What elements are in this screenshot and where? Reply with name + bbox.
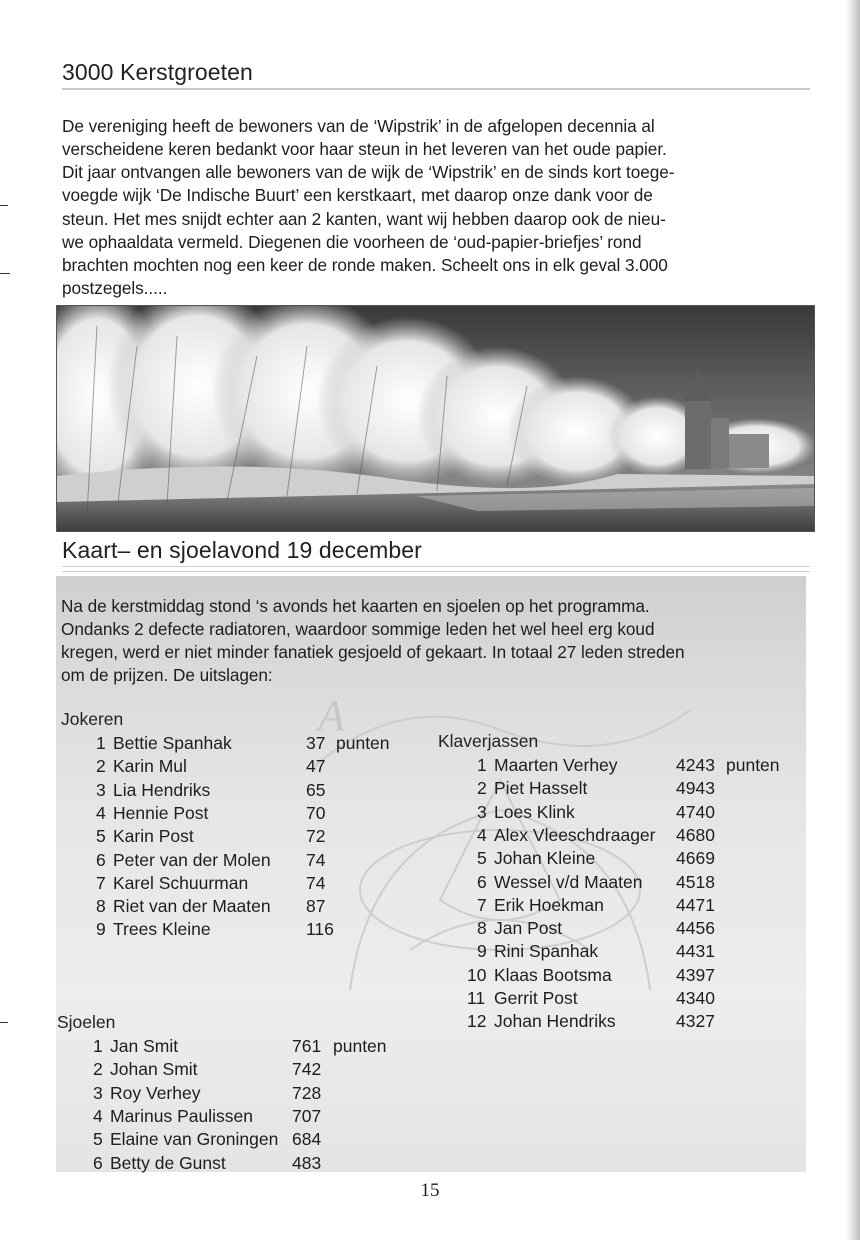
result-row xyxy=(96,825,416,849)
result-score: 728 xyxy=(292,1082,322,1103)
result-rank: 6 xyxy=(96,849,106,870)
result-score: 65 xyxy=(306,779,326,800)
result-score: 4680 xyxy=(676,824,715,845)
body-line: Na de kerstmiddag stond ‘s avonds het kaarten en sjoelen op het programma. xyxy=(61,596,650,616)
result-unit: punten xyxy=(333,1036,387,1056)
card-letter: A xyxy=(318,691,345,740)
result-name: Marinus Paulissen xyxy=(110,1105,253,1126)
body-line: verscheidene keren bedankt voor haar steun in het leveren van het oude papier. xyxy=(62,139,667,159)
result-rank: 4 xyxy=(93,1105,103,1126)
result-row xyxy=(477,871,797,895)
result-row xyxy=(477,894,797,918)
result-rank: 6 xyxy=(93,1152,103,1173)
result-name: Rini Spanhak xyxy=(494,941,599,962)
result-score: 684 xyxy=(292,1129,322,1150)
result-row xyxy=(96,895,416,919)
result-name: Piet Hasselt xyxy=(494,778,588,799)
result-rank: 2 xyxy=(96,756,106,777)
title-rule xyxy=(62,571,810,572)
result-row xyxy=(93,1035,403,1059)
result-row xyxy=(477,917,797,941)
result-rank: 3 xyxy=(93,1082,103,1103)
result-row xyxy=(96,732,416,756)
result-rank: 4 xyxy=(477,824,487,845)
result-unit: punten xyxy=(726,755,780,775)
article-title-kerstgroeten: 3000 Kerstgroeten xyxy=(62,59,253,85)
result-rank: 1 xyxy=(93,1036,103,1056)
result-rank: 3 xyxy=(96,779,106,800)
result-name: Bettie Spanhak xyxy=(113,733,232,753)
result-name: Karin Post xyxy=(113,826,194,847)
result-row xyxy=(93,1082,403,1106)
result-row xyxy=(93,1058,403,1082)
result-row xyxy=(96,779,416,803)
result-name: Wessel v/d Maaten xyxy=(494,871,643,892)
body-line: steun. Het mes snijdt echter aan 2 kanten, want wij hebben daarop ook de nieu- xyxy=(62,209,666,229)
result-name: Trees Kleine xyxy=(113,919,211,940)
result-rank: 9 xyxy=(96,919,106,940)
result-rank: 12 xyxy=(467,1011,487,1032)
result-row xyxy=(477,824,797,848)
result-rank: 9 xyxy=(477,941,487,962)
result-rank: 7 xyxy=(96,872,106,893)
result-score: 74 xyxy=(306,872,326,893)
result-score: 4943 xyxy=(676,778,715,799)
result-score: 87 xyxy=(306,896,326,917)
result-rank: 10 xyxy=(467,964,487,985)
result-row xyxy=(467,987,797,1011)
result-rank: 6 xyxy=(477,871,487,892)
result-score: 72 xyxy=(306,826,326,847)
result-unit: punten xyxy=(336,733,390,753)
margin-mark xyxy=(0,205,8,206)
body-line: Dit jaar ontvangen alle bewoners van de wijk de ‘Wipstrik’ en de sinds kort toege- xyxy=(62,162,675,182)
result-score: 70 xyxy=(306,802,326,823)
result-rank: 8 xyxy=(477,918,487,939)
result-name: Lia Hendriks xyxy=(113,779,211,800)
result-name: Jan Post xyxy=(494,918,563,939)
result-rank: 11 xyxy=(467,988,486,1008)
result-row xyxy=(96,918,416,942)
result-name: Karel Schuurman xyxy=(113,872,249,893)
winter-landscape-photo xyxy=(56,305,815,532)
margin-mark xyxy=(0,273,10,274)
result-row xyxy=(477,847,797,871)
result-name: Peter van der Molen xyxy=(113,849,271,870)
result-score: 4740 xyxy=(676,801,715,822)
result-rank: 5 xyxy=(96,826,106,847)
result-rank: 1 xyxy=(477,755,487,775)
section-label-klaverjassen: Klaverjassen xyxy=(438,731,539,751)
section-label-jokeren: Jokeren xyxy=(61,709,124,729)
result-row xyxy=(477,754,797,778)
margin-mark xyxy=(0,1022,8,1023)
result-name: Alex Vleeschdraager xyxy=(494,824,656,845)
result-name: Gerrit Post xyxy=(494,988,578,1008)
result-rank: 5 xyxy=(477,848,487,869)
result-row xyxy=(477,777,797,801)
result-row xyxy=(467,964,797,988)
result-score: 483 xyxy=(292,1152,322,1173)
title-rule xyxy=(62,88,810,90)
section-label-sjoelen: Sjoelen xyxy=(57,1012,116,1032)
result-name: Johan Hendriks xyxy=(494,1011,616,1032)
result-rank: 1 xyxy=(96,733,106,753)
result-row xyxy=(96,872,416,896)
result-row xyxy=(477,801,797,825)
result-score: 4456 xyxy=(676,918,715,939)
body-line: we ophaaldata vermeld. Diegenen die voorheen de ‘oud-papier-briefjes’ rond xyxy=(62,232,642,252)
result-rank: 7 xyxy=(477,894,487,915)
result-score: 4471 xyxy=(676,894,715,915)
result-score: 707 xyxy=(292,1105,322,1126)
result-score: 4327 xyxy=(676,1011,715,1032)
result-name: Betty de Gunst xyxy=(110,1152,226,1173)
result-row xyxy=(93,1128,403,1152)
result-row xyxy=(93,1105,403,1129)
result-name: Klaas Bootsma xyxy=(494,964,612,985)
title-rule xyxy=(62,566,810,567)
body-line: De vereniging heeft de bewoners van de ‘Wipstrik’ in de afgelopen decennia al xyxy=(62,116,655,136)
result-row xyxy=(96,755,416,779)
result-score: 116 xyxy=(306,919,334,940)
page-number: 15 xyxy=(420,1180,440,1201)
result-rank: 2 xyxy=(93,1059,103,1080)
result-name: Karin Mul xyxy=(113,756,187,777)
result-score: 4518 xyxy=(676,871,715,892)
result-score: 4397 xyxy=(676,964,715,985)
result-row xyxy=(93,1152,403,1176)
result-score: 761 xyxy=(292,1036,322,1056)
result-score: 4243 xyxy=(676,755,715,775)
result-name: Roy Verhey xyxy=(110,1082,201,1103)
result-rank: 5 xyxy=(93,1129,103,1150)
body-line: postzegels..... xyxy=(62,278,168,298)
result-score: 74 xyxy=(306,849,326,870)
result-name: Erik Hoekman xyxy=(494,894,604,915)
body-line: Ondanks 2 defecte radiatoren, waardoor sommige leden het wel heel erg koud xyxy=(61,619,655,639)
result-score: 4340 xyxy=(676,988,715,1008)
result-rank: 2 xyxy=(477,778,487,799)
result-score: 4431 xyxy=(676,941,715,962)
result-name: Johan Kleine xyxy=(494,848,596,869)
result-row xyxy=(467,1010,797,1034)
result-name: Jan Smit xyxy=(110,1036,179,1056)
body-line: brachten mochten nog een keer de ronde maken. Scheelt ons in elk geval 3.000 xyxy=(62,255,668,275)
result-row xyxy=(96,802,416,826)
result-name: Maarten Verhey xyxy=(494,755,618,775)
result-rank: 4 xyxy=(96,802,106,823)
result-rank: 8 xyxy=(96,896,106,917)
result-name: Elaine van Groningen xyxy=(110,1129,279,1150)
body-line: kregen, werd er niet minder fanatiek gesjoeld of gekaart. In totaal 27 leden streden xyxy=(61,642,685,662)
result-name: Loes Klink xyxy=(494,801,575,822)
body-line: voegde wijk ‘De Indische Buurt’ een kerstkaart, met daarop onze dank voor de xyxy=(62,185,653,205)
result-score: 4669 xyxy=(676,848,715,869)
result-score: 742 xyxy=(292,1059,322,1080)
result-name: Hennie Post xyxy=(113,802,209,823)
page-edge-shadow xyxy=(846,0,860,1240)
result-name: Johan Smit xyxy=(110,1059,198,1080)
result-row xyxy=(477,940,797,964)
result-score: 37 xyxy=(306,733,326,753)
result-name: Riet van der Maaten xyxy=(113,896,271,917)
result-row xyxy=(96,849,416,873)
body-line: om de prijzen. De uitslagen: xyxy=(61,665,273,685)
article-title-kaartavond: Kaart– en sjoelavond 19 december xyxy=(62,537,422,563)
result-score: 47 xyxy=(306,756,326,777)
result-rank: 3 xyxy=(477,801,487,822)
